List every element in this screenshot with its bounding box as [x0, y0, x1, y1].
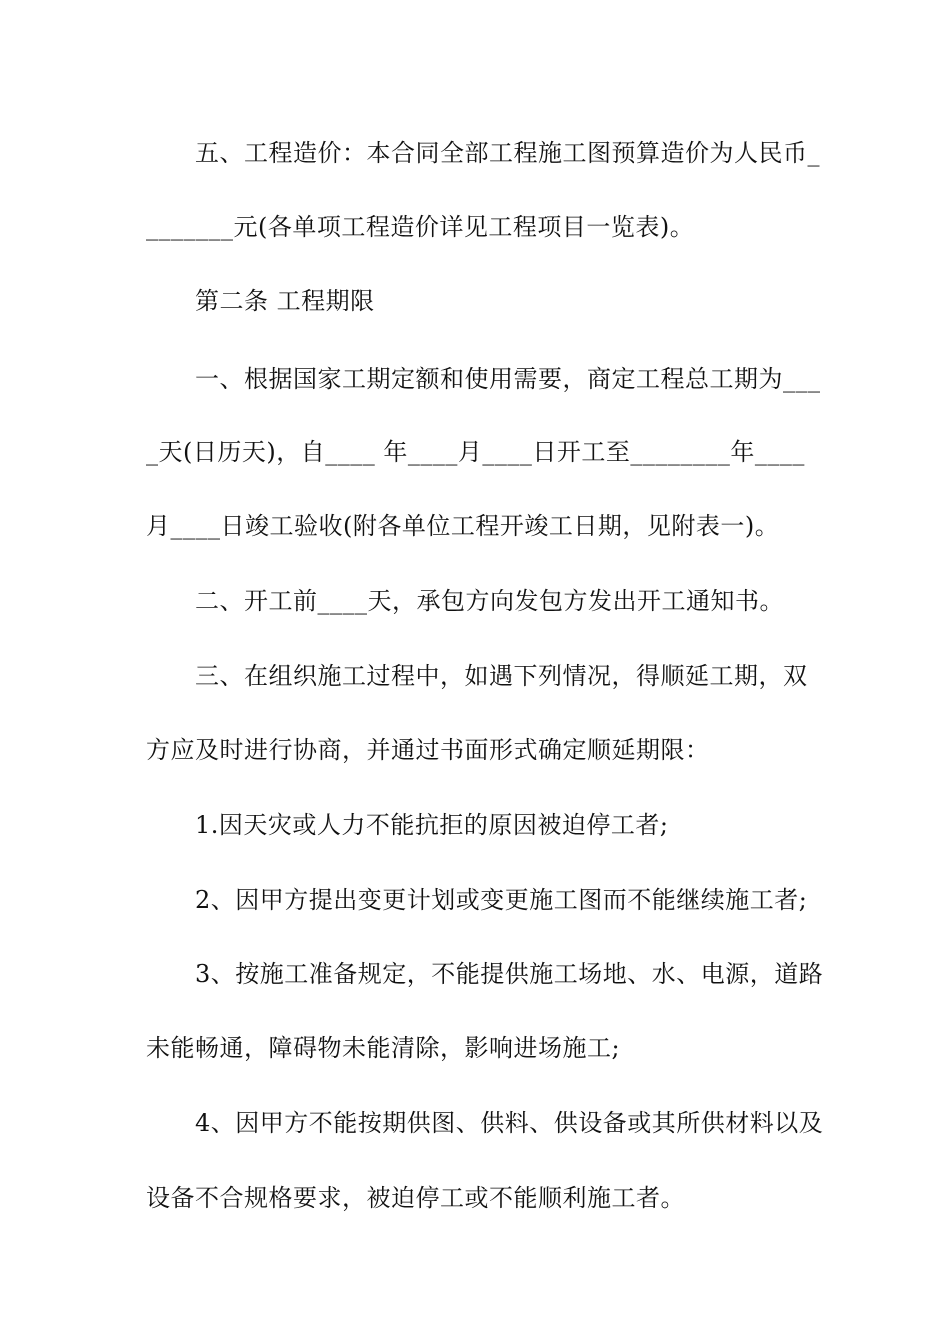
list-item: 2、因甲方提出变更计划或变更施工图而不能继续施工者;: [146, 886, 808, 914]
list-item: 1.因天灾或人力不能抗拒的原因被迫停工者;: [146, 811, 669, 839]
paragraph-line: 二、开工前____天，承包方向发包方发出开工通知书。: [146, 587, 784, 615]
paragraph-line: 五、工程造价：本合同全部工程施工图预算造价为人民币_: [146, 139, 820, 167]
list-item: 4、因甲方不能按期供图、供料、供设备或其所供材料以及: [146, 1109, 824, 1137]
paragraph-line: _天(日历天)，自____ 年____月____日开工至________年____: [146, 438, 805, 466]
paragraph-line: 一、根据国家工期定额和使用需要，商定工程总工期为___: [146, 365, 821, 393]
paragraph-line: 方应及时进行协商，并通过书面形式确定顺延期限：: [146, 736, 710, 764]
paragraph-line: 三、在组织施工过程中，如遇下列情况，得顺延工期，双: [146, 662, 808, 690]
list-item: 设备不合规格要求，被迫停工或不能顺利施工者。: [146, 1184, 685, 1212]
paragraph-line: 月____日竣工验收(附各单位工程开竣工日期，见附表一)。: [146, 512, 780, 540]
section-heading: 第二条 工程期限: [146, 287, 375, 315]
list-item: 3、按施工准备规定，不能提供施工场地、水、电源，道路: [146, 960, 824, 988]
paragraph-line: _______元(各单项工程造价详见工程项目一览表)。: [146, 213, 695, 241]
list-item: 未能畅通，障碍物未能清除，影响进场施工;: [146, 1034, 621, 1062]
